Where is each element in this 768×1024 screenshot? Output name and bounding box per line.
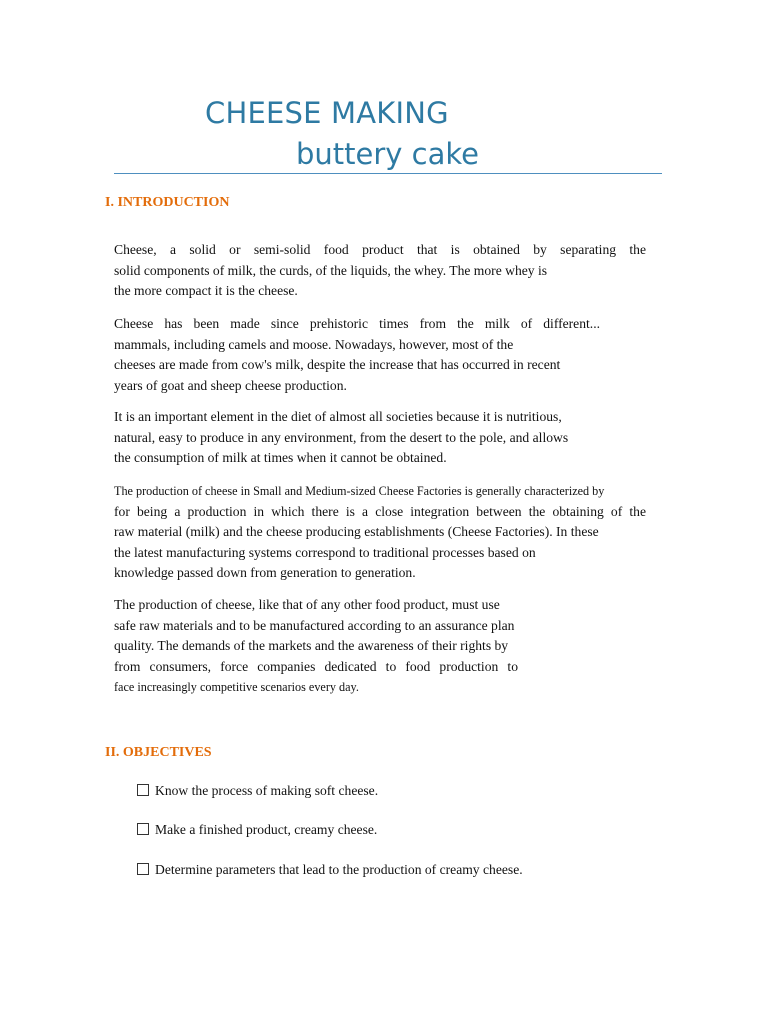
intro-paragraph-5 xyxy=(114,595,646,698)
objective-text: Determine parameters that lead to the production of creamy cheese. xyxy=(155,862,523,877)
paragraph-line: knowledge passed down from generation to generation. xyxy=(114,565,416,580)
section-heading-objectives: II. OBJECTIVES xyxy=(105,745,212,760)
paragraph-line: raw material (milk) and the cheese producing establishments (Cheese Factories). In these xyxy=(114,524,599,539)
objective-item xyxy=(137,862,523,878)
paragraph-line: the latest manufacturing systems correspond to traditional processes based on xyxy=(114,544,536,560)
paragraph-line: the consumption of milk at times when it cannot be obtained. xyxy=(114,450,447,465)
paragraph-line: safe raw materials and to be manufactured according to an assurance plan xyxy=(114,617,515,633)
section-heading-introduction: I. INTRODUCTION xyxy=(105,195,230,210)
objective-item xyxy=(137,822,377,838)
paragraph-line: from consumers, force companies dedicated to food production to xyxy=(114,658,518,674)
paragraph-line: mammals, including camels and moose. Nowadays, however, most of the xyxy=(114,336,514,352)
paragraph-line: for being a production in which there is a close integration between the obtaining of the xyxy=(114,503,646,519)
paragraph-line: face increasingly competitive scenarios every day. xyxy=(114,680,359,694)
objective-item xyxy=(137,783,378,799)
intro-paragraph-1 xyxy=(114,240,646,302)
paragraph-line: solid components of milk, the curds, of the liquids, the whey. The more whey is xyxy=(114,262,548,278)
intro-paragraph-4 xyxy=(114,481,646,584)
paragraph-line: the more compact it is the cheese. xyxy=(114,283,298,298)
intro-paragraph-3 xyxy=(114,407,646,469)
document-subtitle: buttery cake xyxy=(296,137,479,171)
paragraph-line: quality. The demands of the markets and the awareness of their rights by xyxy=(114,638,509,653)
intro-paragraph-2 xyxy=(114,314,646,396)
checkbox-bullet-icon xyxy=(137,863,149,875)
paragraph-line: natural, easy to produce in any environment, from the desert to the pole, and allows xyxy=(114,429,569,445)
checkbox-bullet-icon xyxy=(137,784,149,796)
checkbox-bullet-icon xyxy=(137,823,149,835)
paragraph-line: years of goat and sheep cheese production. xyxy=(114,377,347,393)
paragraph-line: Cheese, a solid or semi-solid food product that is obtained by separating the xyxy=(114,242,646,257)
title-divider xyxy=(114,173,662,174)
paragraph-line: cheeses are made from cow's milk, despite the increase that has occurred in recent xyxy=(114,357,561,372)
objective-text: Make a finished product, creamy cheese. xyxy=(155,822,378,837)
paragraph-line: The production of cheese in Small and Medium-sized Cheese Factories is generally characterized by xyxy=(114,484,605,498)
objective-text: Know the process of making soft cheese. xyxy=(155,783,379,798)
paragraph-line: The production of cheese, like that of any other food product, must use xyxy=(114,597,500,612)
paragraph-line: It is an important element in the diet of almost all societies because it is nutritious, xyxy=(114,409,562,424)
document-title: CHEESE MAKING xyxy=(205,96,449,130)
paragraph-line: Cheese has been made since prehistoric times from the milk of different... xyxy=(114,316,600,331)
